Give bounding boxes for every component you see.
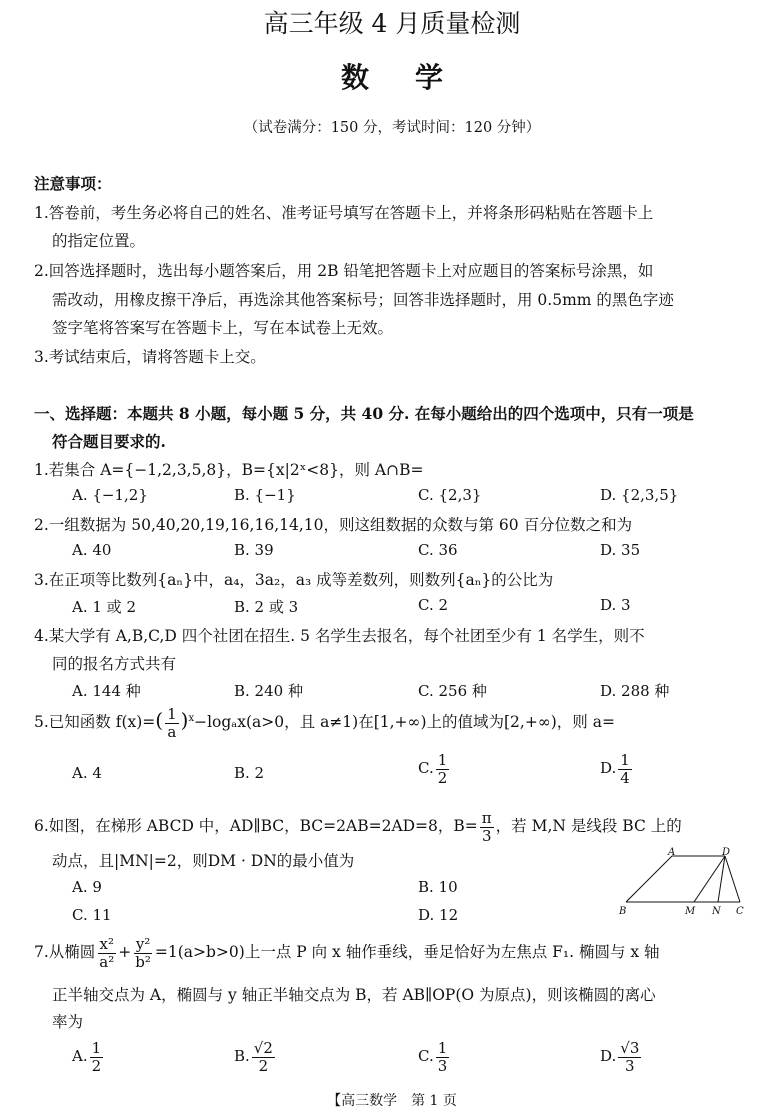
q2-option-c: C. 36 <box>418 541 458 559</box>
frac-den: b² <box>135 952 151 971</box>
q7-option-b <box>234 1040 277 1074</box>
q5-stem-part: −logₐx(a>0，且 a≠1)在[1,+∞)上的值域为[2,+∞)，则 a= <box>194 713 615 731</box>
q5-option-d <box>600 752 634 786</box>
question-6-stem <box>34 810 682 844</box>
section-heading: 一、选择题：本题共 8 小题，每小题 5 分，共 40 分. 在每小题给出的四个选项中，只有一项是 <box>34 404 694 423</box>
frac-num: y² <box>135 935 151 953</box>
frac-num: √2 <box>253 1039 273 1057</box>
frac-num: 1 <box>167 705 177 723</box>
option-label: C. <box>418 1047 434 1065</box>
q1-option-c: C. {2,3} <box>418 486 482 504</box>
q7-option-a <box>72 1040 105 1074</box>
frac-den: 3 <box>481 826 492 845</box>
frac-den: 2 <box>258 1056 269 1075</box>
q2-option-a: A. 40 <box>72 541 112 559</box>
note-line: 需改动，用橡皮擦干净后，再选涂其他答案标号；回答非选择题时，用 0.5mm 的黑色字迹 <box>52 291 674 309</box>
option-fraction <box>618 752 632 786</box>
q6-stem-part: ，若 M,N 是线段 BC 上的 <box>495 817 682 835</box>
label-d: D <box>722 847 731 858</box>
q6-option-a: A. 9 <box>72 878 102 896</box>
notes-heading: 注意事项： <box>34 174 112 193</box>
q5-option-a: A. 4 <box>72 764 102 782</box>
q2-option-b: B. 39 <box>234 541 274 559</box>
frac-num: x² <box>99 935 115 953</box>
frac-den: 4 <box>620 768 630 787</box>
question-7-stem: 7.从椭圆 $\frac{\text{x²}}{\text{a²}}$ + $\frac{\text{y²}}{\text{b²}}$ =1(a>b>0)上一点 P 向 x 轴作垂线，垂足恰好为左焦点 F₁. 椭圆与 x 轴 <box>34 935 660 971</box>
question-4-stem-cont: 同的报名方式共有 <box>52 655 177 673</box>
q5-exponent: x <box>188 712 195 724</box>
q7-option-d <box>600 1040 643 1074</box>
question-4-stem: 4.某大学有 A,B,C,D 四个社团在招生. 5 名学生去报名，每个社团至少有 1 名学生，则不 <box>34 627 645 645</box>
note-line: 2.回答选择题时，选出每小题答案后，用 2B 铅笔把答题卡上对应题目的答案标号涂黑，如 <box>34 262 654 280</box>
note-line: 的指定位置。 <box>52 232 146 250</box>
q4-option-c: C. 256 种 <box>418 682 487 700</box>
option-label: C. <box>418 759 434 777</box>
subject-title: 数学 <box>340 61 489 94</box>
q6-option-b: B. 10 <box>418 878 458 896</box>
q4-option-a: A. 144 种 <box>72 682 141 700</box>
question-7-stem-cont: 正半轴交点为 A，椭圆与 y 轴正半轴交点为 B，若 AB∥OP(O 为原点)，则该椭圆的离心 <box>52 986 656 1004</box>
q1-option-d: D. {2,3,5} <box>600 486 679 504</box>
question-6-stem-cont: 动点，且|MN|=2，则DM · DN的最小值为 <box>52 852 355 870</box>
label-b: B <box>619 906 627 917</box>
label-c: C <box>736 906 744 917</box>
frac-num: 1 <box>91 1039 102 1057</box>
note-line: 签字笔将答案写在答题卡上，写在本试卷上无效。 <box>52 319 394 337</box>
question-1-stem: 1.若集合 A={−1,2,3,5,8}，B={x|2ˣ<8}，则 A∩B= <box>34 461 424 479</box>
frac-num: 1 <box>620 751 630 769</box>
q6-stem-part: 6.如图，在梯形 ABCD 中，AD∥BC，BC=2AB=2AD=8，B= <box>34 817 478 835</box>
option-fraction <box>618 1040 641 1074</box>
frac-num: π <box>481 809 492 827</box>
frac-den: a <box>167 722 177 741</box>
q4-option-d: D. 288 种 <box>600 682 670 700</box>
frac-den: 3 <box>625 1056 635 1075</box>
exam-title: 高三年级 4 月质量检测 <box>263 9 521 38</box>
label-n: N <box>712 906 721 917</box>
q7-y-fraction <box>133 936 153 970</box>
question-5-stem: 5.已知函数 f(x)=( $\frac{1}{a}$ )$^x$−logₐx(a>0，且 a≠1)在[1,+∞)上的值域为[2,+∞)，则 a= <box>34 705 615 741</box>
note-line: 1.答卷前，考生务必将自己的姓名、准考证号填写在答题卡上，并将条形码粘贴在答题卡上 <box>34 204 654 222</box>
q2-option-d: D. 35 <box>600 541 641 559</box>
frac-num: 1 <box>437 1039 448 1057</box>
q3-option-b: B. 2 或 3 <box>234 598 299 616</box>
q3-option-a: A. 1 或 2 <box>72 598 136 616</box>
q7-x-fraction <box>97 936 116 970</box>
label-m: M <box>685 906 696 917</box>
option-fraction <box>436 1040 450 1074</box>
option-label: D. <box>600 759 617 777</box>
page-footer: 【高三数学 第 1 页 <box>327 1093 457 1109</box>
q5-option-c <box>418 752 451 786</box>
q4-option-b: B. 240 种 <box>234 682 303 700</box>
q3-option-c: C. 2 <box>418 596 449 614</box>
q6-option-c: C. 11 <box>72 906 112 924</box>
frac-den: a² <box>99 952 115 971</box>
q7-option-c <box>418 1040 451 1074</box>
option-fraction <box>252 1040 275 1074</box>
option-label: D. <box>600 1047 617 1065</box>
note-line: 3.考试结束后，请将答题卡上交。 <box>34 348 266 366</box>
q5-stem-part: 5.已知函数 f(x)= <box>34 713 156 731</box>
q3-option-d: D. 3 <box>600 596 631 614</box>
option-label: B. <box>234 1047 250 1065</box>
frac-num: 1 <box>437 751 448 769</box>
frac-den: 2 <box>437 768 448 787</box>
label-a: A <box>668 847 676 858</box>
q7-stem-part: 7.从椭圆 <box>34 943 96 961</box>
q1-option-a: A. {−1,2} <box>72 486 148 504</box>
section-heading-cont: 符合题目要求的. <box>52 432 166 451</box>
option-fraction <box>90 1040 104 1074</box>
option-fraction <box>436 752 450 786</box>
question-3-stem: 3.在正项等比数列{aₙ}中，a₄，3a₂，a₃ 成等差数列，则数列{aₙ}的公比为 <box>34 571 554 589</box>
question-7-stem-cont: 率为 <box>52 1013 84 1031</box>
q7-stem-part: =1(a>b>0)上一点 P 向 x 轴作垂线，垂足恰好为左焦点 F₁. 椭圆与 x 轴 <box>154 943 660 961</box>
option-label: A. <box>72 1047 88 1065</box>
frac-den: 2 <box>91 1056 102 1075</box>
frac-den: 3 <box>437 1056 448 1075</box>
trapezoid-figure <box>612 846 752 918</box>
q1-option-b: B. {−1} <box>234 486 296 504</box>
frac-num: √3 <box>620 1039 640 1057</box>
q6-option-d: D. 12 <box>418 906 459 924</box>
q5-base-fraction <box>165 706 179 740</box>
q6-angle-fraction <box>480 810 494 844</box>
exam-info: （试卷满分：150 分，考试时间：120 分钟） <box>243 120 541 136</box>
question-2-stem: 2.一组数据为 50,40,20,19,16,16,14,10，则这组数据的众数与第 60 百分位数之和为 <box>34 516 633 534</box>
q5-option-b: B. 2 <box>234 764 265 782</box>
